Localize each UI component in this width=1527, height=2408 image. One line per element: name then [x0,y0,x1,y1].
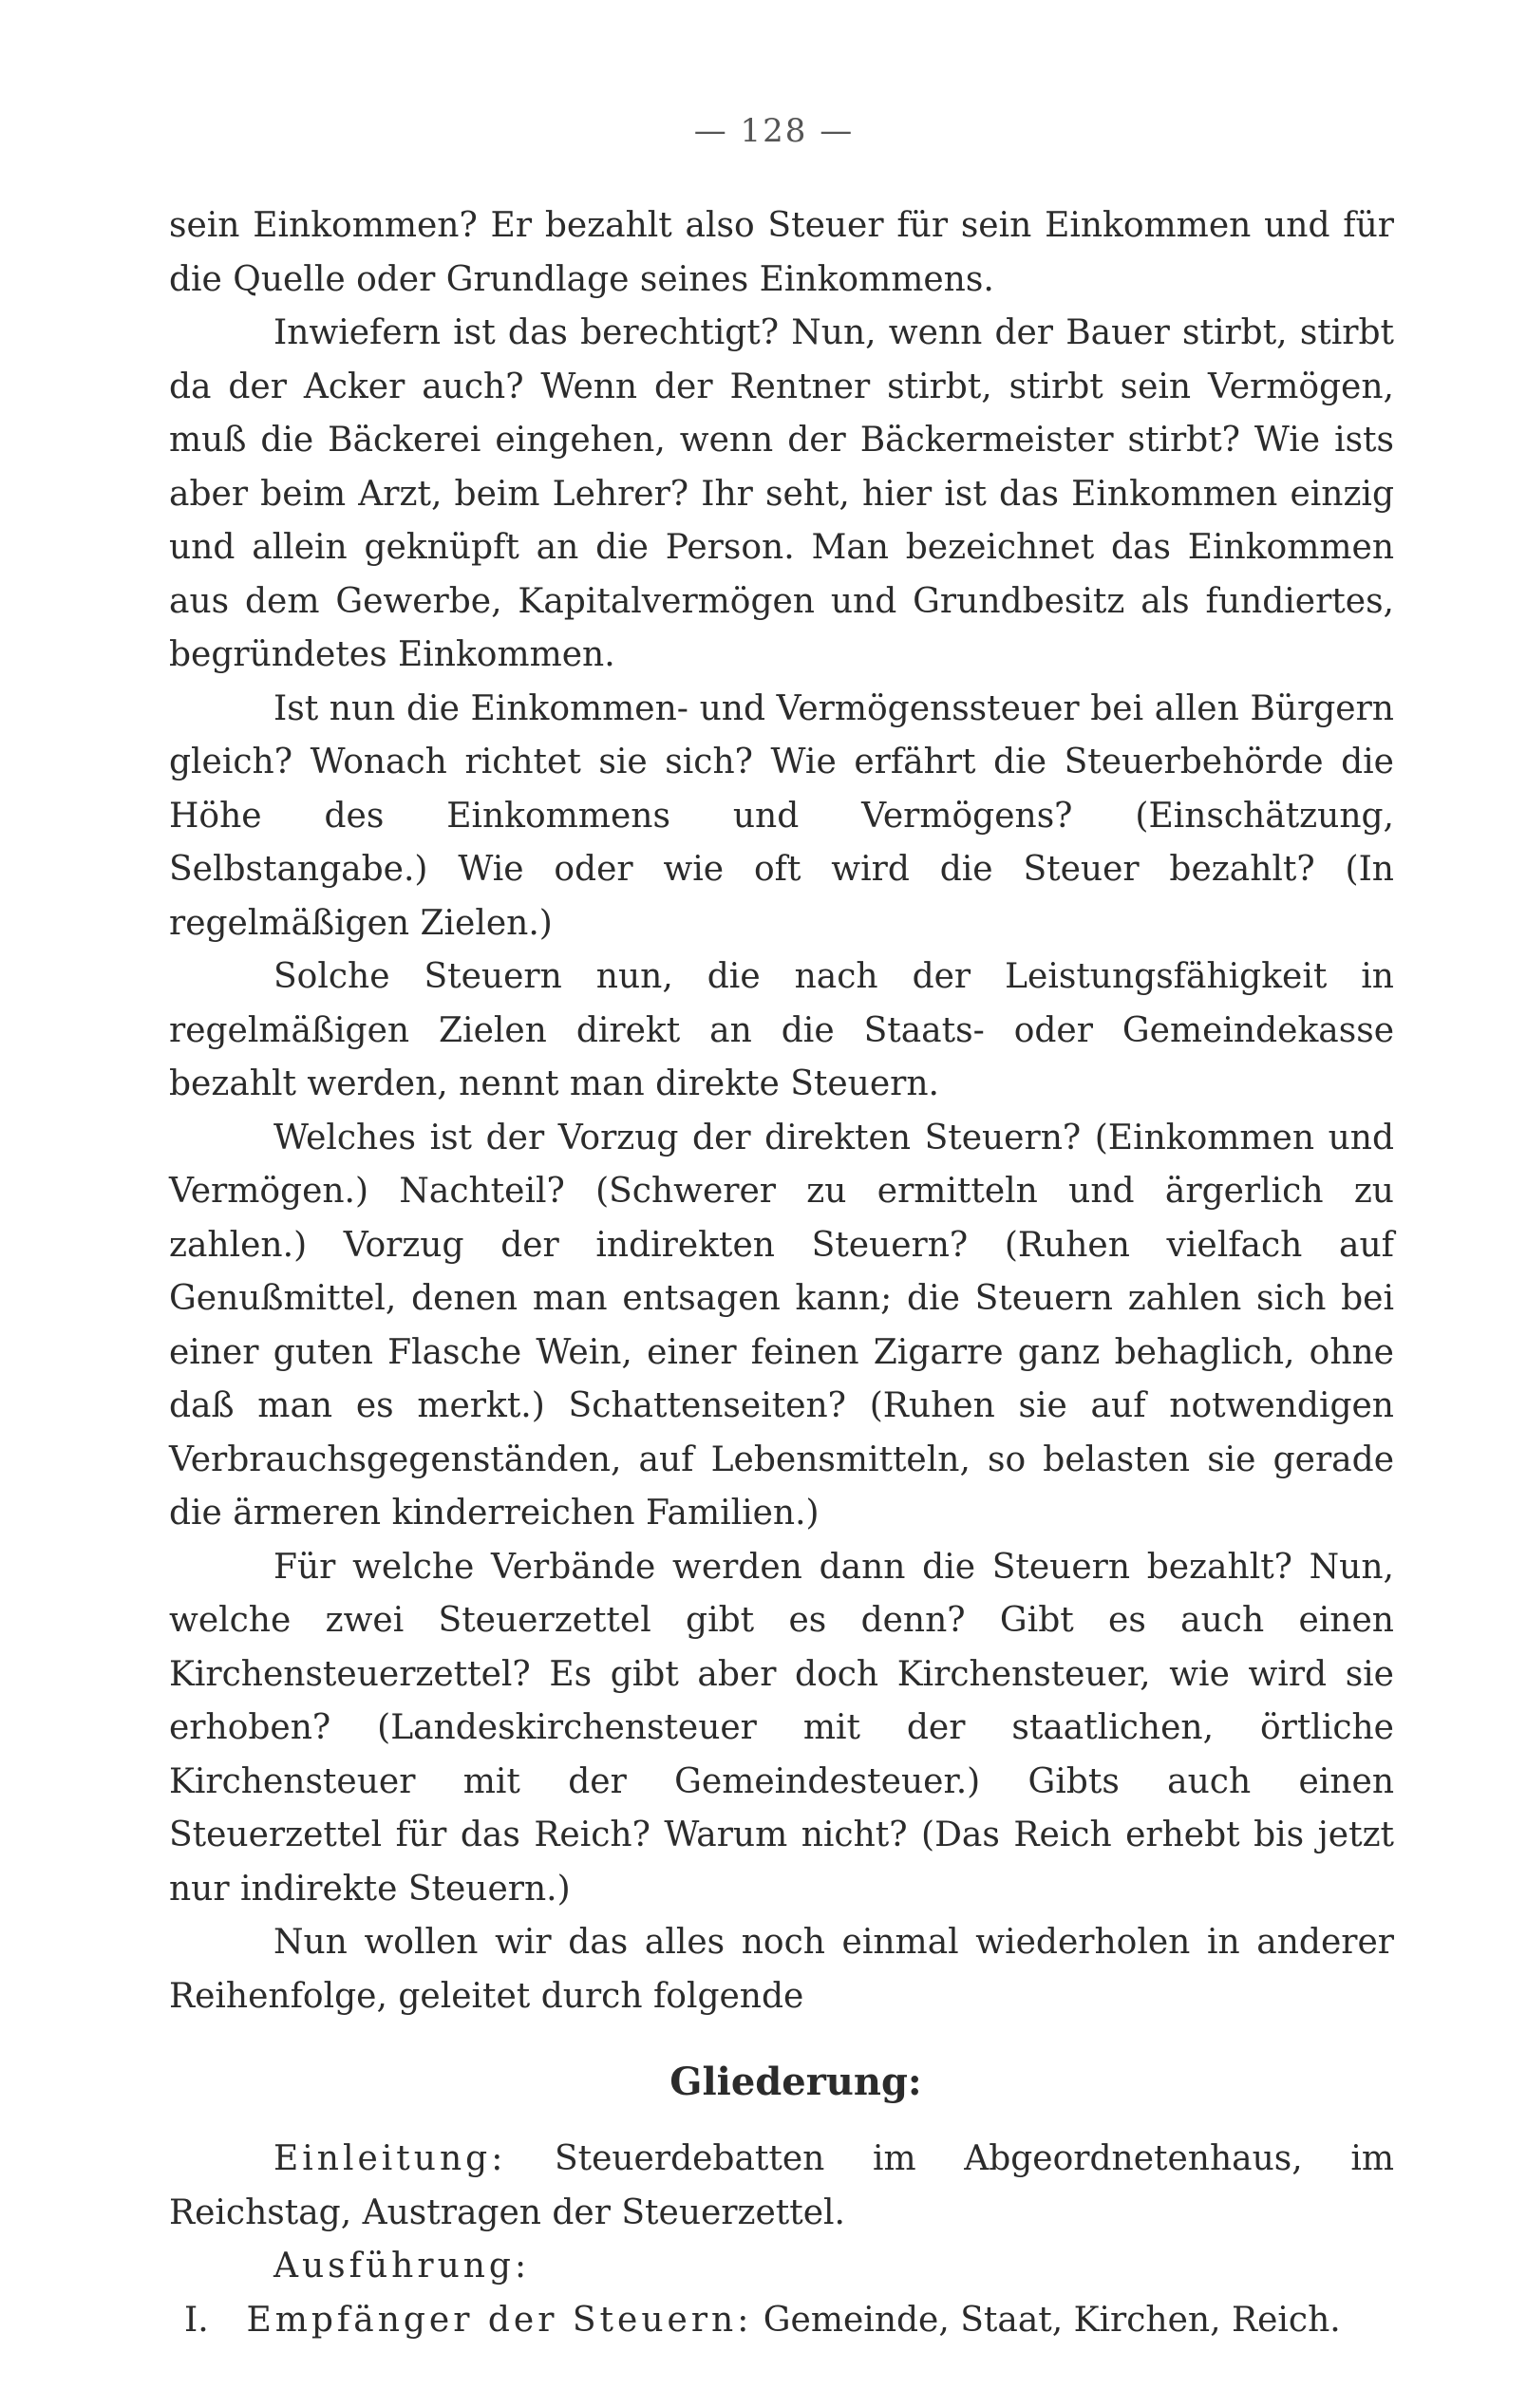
outline-item-1 [169,2294,1394,2348]
paragraph-4: Solche Steuern nun, die nach der Leistungsfähigkeit in regelmäßigen Zielen direkt an die Staats- oder Gemeindekasse bezahlt werden, nennt man direkte Steuern. [169,957,1394,1103]
section-heading: Gliederung: [669,2060,922,2104]
einleitung-text: Steuerdebatten im Abgeordnetenhaus, im Reichstag, Austragen der Steuerzettel. [169,2139,1394,2232]
outline-ausfuehrung [169,2240,1394,2294]
paragraph-3: Ist nun die Einkommen- und Vermögenssteuer bei allen Bürgern gleich? Wonach richtet sie sich? Wie erfährt die Steuerbehörde die Höhe des Einkommens und Vermögens? (Einschätzung, Selbstangabe.) Wie oder wie oft wird die Steuer bezahlt? (In regelmäßigen Zielen.) [169,688,1394,943]
paragraph-5: Welches ist der Vorzug der direkten Steuern? (Einkommen und Vermögen.) Nachteil? (Schwerer zu ermitteln und ärgerlich zu zahlen.) Vorzug der indirekten Steuern? (Ruhen vielfach auf Genußmittel, denen man entsagen kann; die Steuern zahlen sich bei einer guten Flasche Wein, einer feinen Zigarre ganz behaglich, ohne daß man es merkt.) Schattenseiten? (Ruhen sie auf notwendigen Verbrauchsgegenständen, auf Lebensmitteln, so belasten sie gerade die ärmeren kinderreichen Familien.) [169,1118,1394,1533]
paragraph-7: Nun wollen wir das alles noch einmal wiederholen in anderer Reihenfolge, geleitet durch folgende [169,1923,1394,2016]
item-1-text: Gemeinde, Staat, Kirchen, Reich. [763,2300,1341,2340]
paragraph-2: Inwiefern ist das berechtigt? Nun, wenn der Bauer stirbt, stirbt da der Acker auch? Wenn der Rentner stirbt, stirbt sein Vermögen, muß die Bäckerei eingehen, wenn der Bäckermeister stirbt? Wie ists aber beim Arzt, beim Lehrer? Ihr seht, hier ist das Einkommen einzig und allein geknüpft an die Person. Man bezeichnet das Einkommen aus dem Gewerbe, Kapitalvermögen und Grundbesitz als fundiertes, begründetes Einkommen. [169,313,1394,674]
paragraph-1: sein Einkommen? Er bezahlt also Steuer für sein Einkommen und für die Quelle oder Grundlage seines Einkommens. [169,206,1394,299]
ausfuehrung-label: Ausführung: [273,2247,531,2286]
item-1-number: I. [184,2300,209,2340]
paragraph-6: Für welche Verbände werden dann die Steuern bezahlt? Nun, welche zwei Steuerzettel gibt es denn? Gibt es auch einen Kirchensteuerzettel? Es gibt aber doch Kirchensteuer, wie wird sie erhoben? (Landeskirchensteuer mit der staatlichen, örtliche Kirchensteuer mit der Gemeindesteuer.) Gibts auch einen Steuerzettel für das Reich? Warum nicht? (Das Reich erhebt bis jetzt nur indirekte Steuern.) [169,1547,1394,1909]
outline-einleitung [169,2133,1394,2240]
body-text [169,199,1394,2023]
item-1-label: Empfänger der Steuern: [246,2300,753,2340]
einleitung-label: Einleitung: [273,2139,507,2178]
outline [169,2133,1394,2347]
page-number: — 128 — [693,112,855,150]
